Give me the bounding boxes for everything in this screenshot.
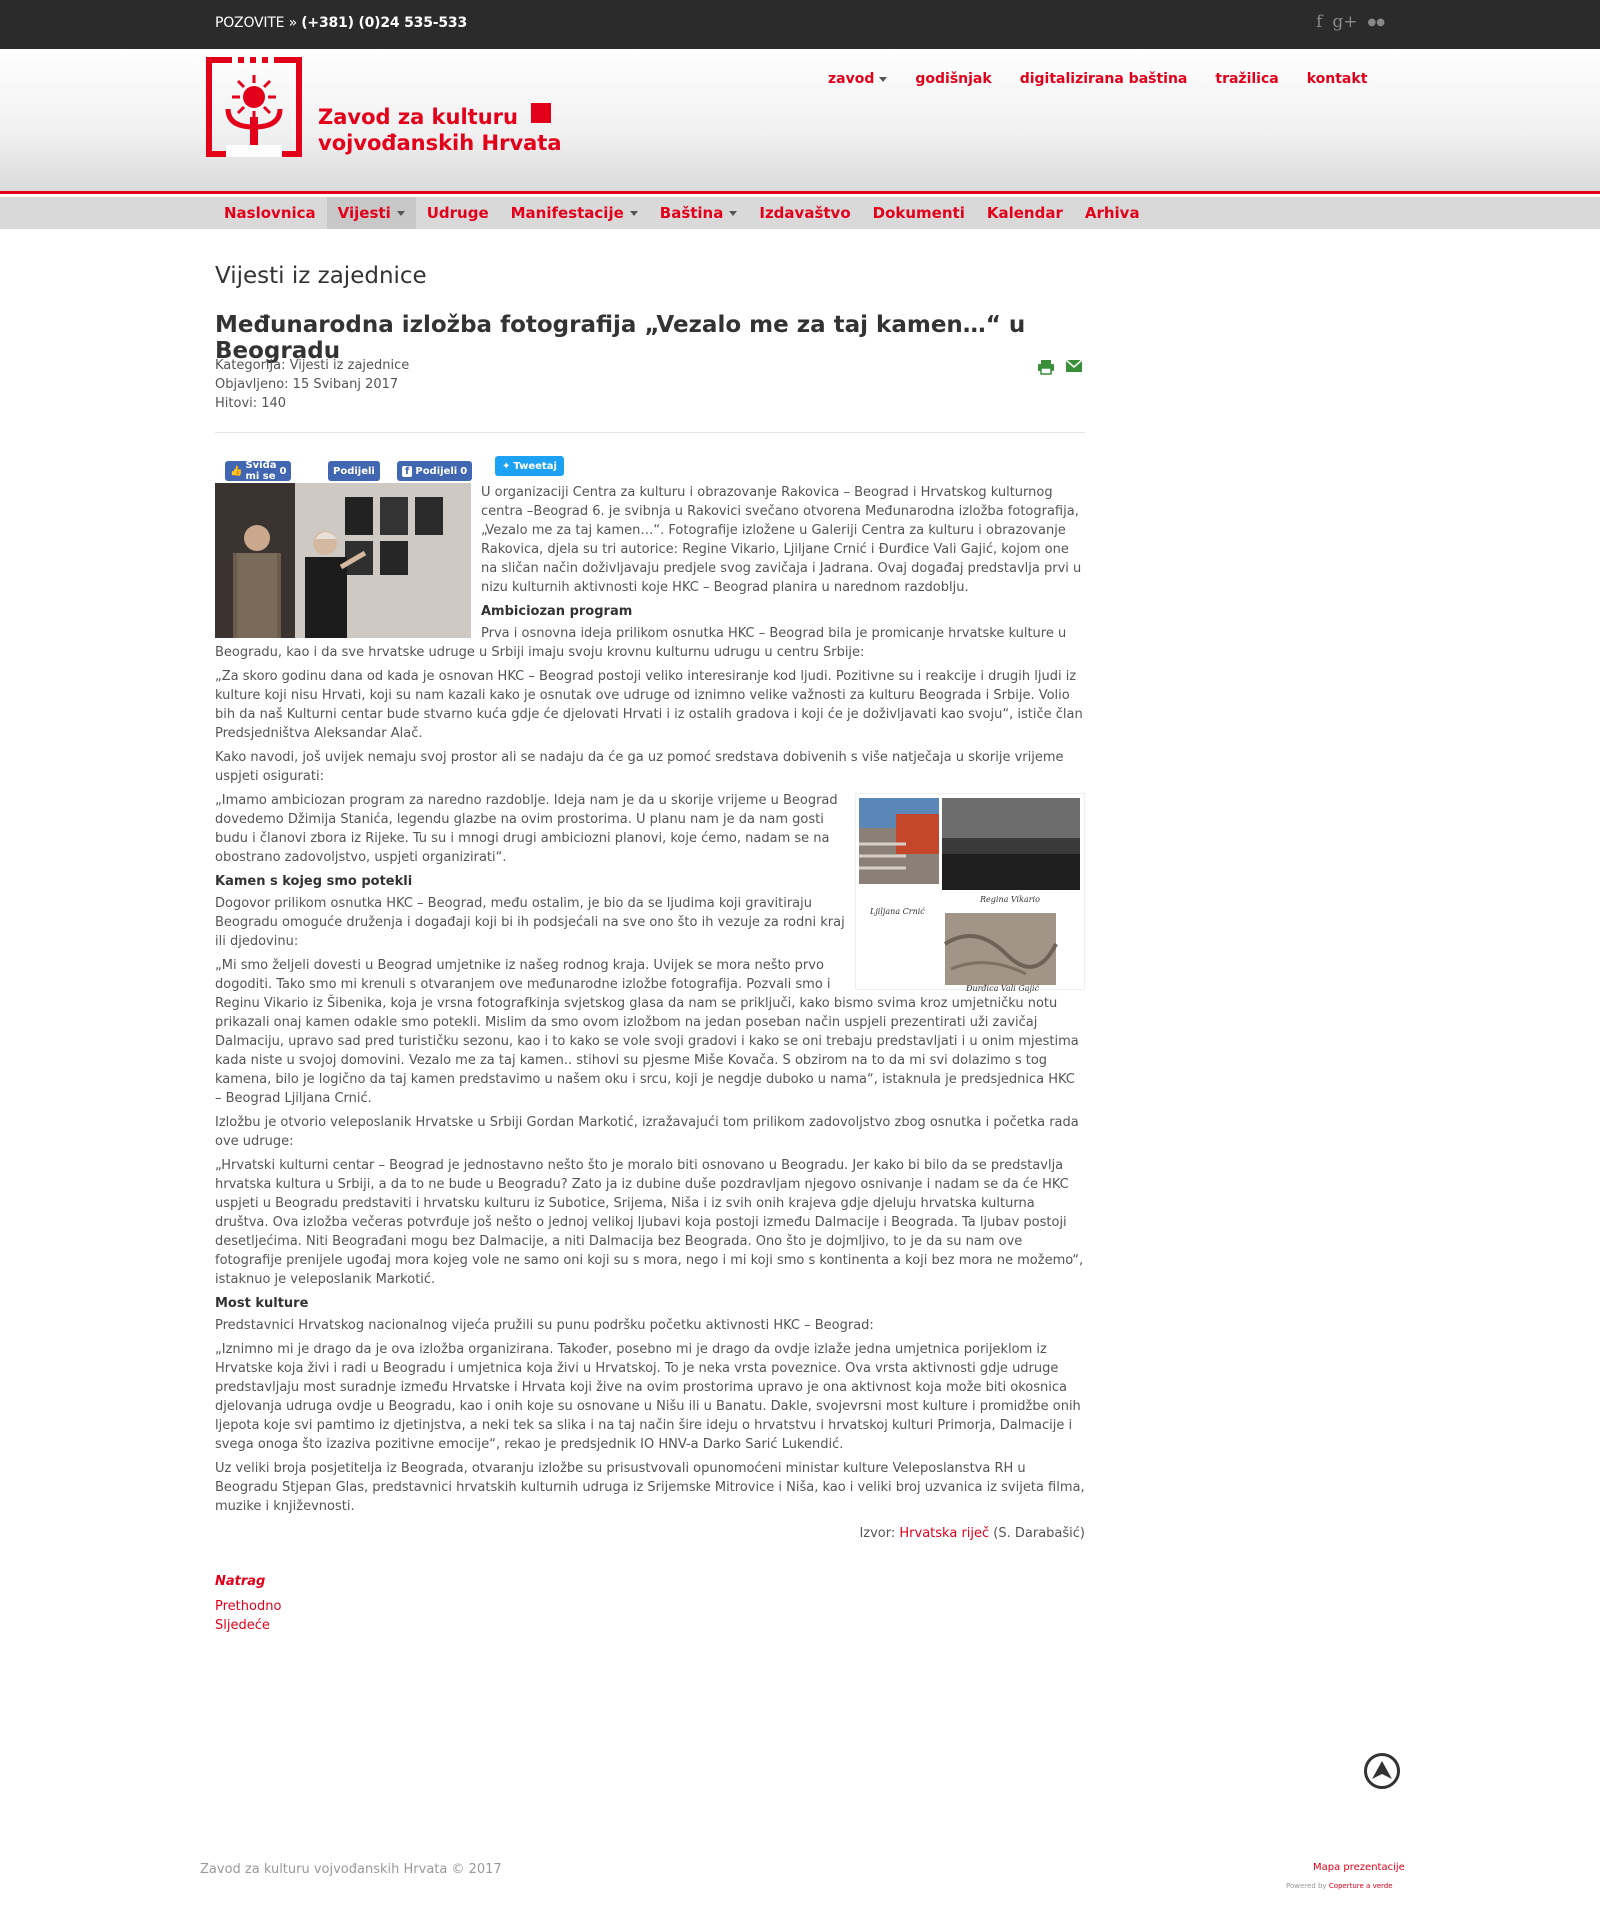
source-prefix: Izvor: (859, 1526, 896, 1541)
nav-dokumenti-label: Dokumenti (872, 204, 965, 222)
nav-udruge[interactable] (416, 197, 500, 229)
footer-copyright: Zavod za kulturu vojvođanskih Hrvata © 2017 (200, 1862, 502, 1877)
nav-naslovnica[interactable] (213, 197, 327, 229)
nav-manifestacije[interactable] (500, 197, 649, 229)
share2-label: Podijeli (415, 465, 458, 477)
subheading-ambiciozan: Ambiciozan program (481, 604, 633, 619)
caption-durdica: Đurđica Vali Gajić (966, 984, 1040, 993)
facebook-share-button[interactable] (328, 461, 380, 481)
topnav-trazilica-label: tražilica (1215, 71, 1279, 87)
chevron-down-icon (879, 77, 887, 82)
back-to-top-button[interactable] (1364, 1753, 1400, 1789)
topnav-trazilica[interactable] (1215, 71, 1278, 87)
print-icon[interactable] (1037, 359, 1055, 375)
section-title: Vijesti iz zajednice (215, 263, 427, 289)
nav-bastina-label: Baština (659, 204, 724, 222)
paragraph-4: Kako navodi, još uvijek nemaju svoj prostor ali se nadaju da će ga uz pomoć sredstava dobivenih s više natječaja u skorije vrijeme uspjeti osigurati: (215, 750, 1064, 784)
flickr-icon[interactable]: ●● (1367, 16, 1385, 28)
tweet-label: Tweetaj (513, 460, 557, 472)
article-category: Kategorija: Vijesti iz zajednice (215, 358, 410, 373)
site-header (0, 49, 1600, 194)
logo-square (531, 103, 551, 123)
article-tools (1037, 359, 1083, 375)
nav-kalendar[interactable] (976, 197, 1074, 229)
arrow-up-icon (1367, 1756, 1397, 1786)
social-links (1316, 12, 1385, 32)
exhibition-photo (215, 483, 471, 638)
nav-udruge-label: Udruge (426, 204, 489, 222)
facebook-icon: f (402, 466, 412, 477)
caption-ljiljana: Ljiljana Crnić (870, 907, 925, 916)
powered-prefix: Powered by (1286, 1882, 1327, 1890)
top-navigation (828, 71, 1367, 87)
article-hits: Hitovi: 140 (215, 396, 287, 411)
site-title-line2: vojvođanskih Hrvata (318, 131, 562, 155)
facebook-icon[interactable]: f (1316, 12, 1323, 32)
nav-bastina[interactable] (649, 197, 749, 229)
site-title-line1: Zavod za kulturu (318, 105, 518, 129)
phone-number: (+381) (0)24 535-533 (301, 15, 467, 31)
paragraph-8: Izložbu je otvorio veleposlanik Hrvatske u Srbiji Gordan Markotić, izražavajući tom prilikom zadovoljstvo zbog osnutka i početka rada ove udruge: (215, 1115, 1079, 1149)
paragraph-9: „Hrvatski kulturni centar – Beograd je jednostavno nešto što je moralo biti osnovano u Beogradu. Jer kako bi bilo da se predstavlja hrvatska kultura u Srbiji, a da to ne bude u Beogradu? Zato ja iz dubine duše pozdravljam njegovo osnivanje i nadam se da će HKC uspjeti u Beogradu predstaviti i hrvatsku kulturu iz Subotice, Srijema, Niša i iz svih onih krajeva gdje djeluju hrvatska kulturna društva. Ova izložba večeras potvrđuje još nešto o jednoj velikoj ljubavi koja postoji između Dalmacije i Beograda. Ta ljubav postoji desetljećima. Niti Beograđani mogu bez Dalmacije, a niti Dalmacija bez Beograda. Ono što je dojmljivo, to je da su nam ove fotografije prenijele ugođaj mora kojeg vole ne samo oni koji su s mora, nego i mi koji smo s kontinenta a koji bez mora ne možemo“, istaknuo je veleposlanik Markotić. (215, 1158, 1084, 1287)
topnav-zavod[interactable] (828, 71, 887, 87)
like-count: 0 (279, 465, 287, 477)
exhibition-collage (855, 793, 1085, 993)
powered-by-link[interactable]: Coperture a verde (1328, 1882, 1393, 1890)
paragraph-12: Uz veliki broja posjetitelja iz Beograda, otvaranju izložbe su prisustvovali opunomoćeni ministar kulture Veleposlanstva RH u Beogradu Stjepan Glas, predstavnici hrvatskih kulturnih udruga iz Srijemske Mitrovice i Niša, kao i veliki broj uzvanica iz svijeta filma, muzike i književnosti. (215, 1461, 1085, 1514)
sitemap-link[interactable]: Mapa prezentacije (1313, 1862, 1405, 1873)
chevron-down-icon (729, 211, 737, 216)
paragraph-intro: U organizaciji Centra za kulturu i obrazovanje Rakovica – Beograd i Hrvatskog kulturnog centra –Beograd 6. je svibnja u Rakovici svečano otvorena Međunarodna izložba fotografija, „Vezalo me za taj kamen…“. Fotografije izložene u Galeriji Centra za kulturu i obrazovanje Rakovica, djela su tri autorice: Regine Vikario, Ljiljane Crnić i Đurđice Vali Gajić, kojom one na sličan način doživljavaju predjele svog zavičaja i Jadrana. Ovaj događaj predstavlja prvi u nizu kulturnih aktivnosti koje HKC – Beograd planira u narednom razdoblju. (481, 485, 1082, 595)
nav-izdavastvo[interactable] (748, 197, 861, 229)
paragraph-3: „Za skoro godinu dana od kada je osnovan HKC – Beograd postoji veliko interesiranje kod ljudi. Pozitivne su i reakcije i drugih ljudi iz kulture koji nisu Hrvati, koji su nam kazali kako je osnutak ove udruge od iznimno velike važnosti za kulturu Beograda i Srbije. Volio bih da naš Kulturni centar bude stvarno kuća gdje će djelovati Hrvati i iz ostalih gradova i koji će je doživljavati kao svoju“, ističe član Predsjedništva Aleksandar Alač. (215, 669, 1083, 741)
tweet-button[interactable] (495, 456, 564, 476)
nav-arhiva-label: Arhiva (1084, 204, 1140, 222)
source-author: (S. Darabašić) (993, 1526, 1085, 1541)
article-body (215, 483, 1085, 1543)
phone-prefix: POZOVITE » (215, 15, 297, 31)
site-title[interactable] (318, 104, 562, 156)
article-published: Objavljeno: 15 Svibanj 2017 (215, 377, 399, 392)
nav-dokumenti[interactable] (862, 197, 976, 229)
thumbs-up-icon: 👍 (230, 465, 243, 477)
powered-by (1286, 1882, 1393, 1890)
email-icon[interactable] (1065, 359, 1083, 373)
twitter-icon: ✦ (502, 460, 511, 472)
nav-izdavastvo-label: Izdavaštvo (759, 204, 851, 222)
topnav-zavod-label: zavod (828, 71, 875, 87)
nav-vijesti-label: Vijesti (337, 204, 391, 222)
nav-naslovnica-label: Naslovnica (224, 204, 316, 222)
logo-icon[interactable] (206, 57, 302, 157)
topnav-kontakt-label: kontakt (1306, 71, 1368, 87)
chevron-down-icon (630, 211, 638, 216)
google-plus-icon[interactable]: g+ (1332, 12, 1358, 32)
facebook-like-button[interactable] (225, 461, 291, 481)
topnav-digitalizirana-label: digitalizirana baština (1019, 71, 1188, 87)
topnav-godisnjak[interactable] (915, 71, 991, 87)
nav-manifestacije-label: Manifestacije (510, 204, 624, 222)
chevron-down-icon (397, 211, 405, 216)
article-title: Međunarodna izložba fotografija „Vezalo me za taj kamen…“ u Beogradu (215, 312, 1026, 364)
topnav-godisnjak-label: godišnjak (915, 71, 992, 87)
paragraph-6: Dogovor prilikom osnutka HKC – Beograd, među ostalim, je bio da se ljudima koji gravitiraju Beogradu omoguće druženja i događaji koji bi ih podsjećali na sve ono što ih vezuje za rodni kraj ili djedovinu: (215, 896, 845, 949)
nav-kalendar-label: Kalendar (986, 204, 1063, 222)
main-navigation (0, 197, 1600, 229)
paragraph-11: „Iznimno mi je drago da je ova izložba organizirana. Također, posebno mi je drago da ovdje izlaže jedna umjetnica porijeklom iz Hrvatske koja živi i radi u Beogradu i umjetnica koja živi u Hrvatskoj. To je neka vrsta poveznice. Ova vrsta aktivnosti gdje udruge predstavljaju most suradnje između Hrvatske i Hrvata koji žive na ovim prostorima upravo je ona aktivnost koja može biti okosnica djelovanja udruga ovdje u Beogradu, kao i onih koje su osnovane u Nišu ili u Banatu. Dakle, svojevrsni most kulture i promidžbe onih ljepota koje svi pamtimo iz djetinjstva, a neki tek sa slika i na taj način šire ideju o hrvatstvu i hrvatskoj kulturi Primorja, Dalmacije i svega onoga što izaziva pozitivne emocije“, rekao je predsjednik IO HNV-a Darko Sarić Lukendić. (215, 1342, 1081, 1452)
back-link[interactable]: Natrag (215, 1574, 266, 1589)
next-link[interactable]: Sljedeće (215, 1618, 270, 1633)
subheading-most: Most kulture (215, 1296, 309, 1311)
nav-arhiva[interactable] (1074, 197, 1151, 229)
subheading-kamen: Kamen s kojeg smo potekli (215, 874, 413, 889)
top-bar (0, 0, 1600, 49)
paragraph-10: Predstavnici Hrvatskog nacionalnog vijeća pružili su punu podršku početku aktivnosti HKC – Beograd: (215, 1318, 874, 1333)
topnav-digitalizirana-bastina[interactable] (1020, 71, 1188, 87)
article-meta (215, 356, 409, 413)
source-link[interactable]: Hrvatska riječ (899, 1526, 990, 1541)
paragraph-5: „Imamo ambiciozan program za naredno razdoblje. Ideja nam je da u skorije vrijeme u Beograd dovedemo Džimija Stanića, legendu glazbe na ovim prostorima. U planu nam je da nam gosti budu i članovi zbora iz Rijeke. Tu su i mnogi drugi ambiciozni planovi, koje ćemo, nadam se na obostrano zadovoljstvo, uspjeti organizirati“. (215, 793, 838, 865)
topnav-kontakt[interactable] (1307, 71, 1368, 87)
previous-link[interactable]: Prethodno (215, 1599, 282, 1614)
share-label: Podijeli (333, 465, 375, 477)
share2-count: 0 (460, 465, 468, 477)
phone-info (215, 15, 467, 31)
facebook-share-count-button[interactable] (397, 461, 472, 481)
divider (215, 432, 1085, 433)
paragraph-7: „Mi smo željeli dovesti u Beograd umjetnike iz našeg rodnog kraja. Uvijek se mora nešto prvo dogoditi. Tako smo mi krenuli s otvaranjem ove međunarodne izložbe fotografija. Pozvali smo i Reginu Vikario iz Šibenika, koja je vrsna fotografkinja svjetskog glasa da nam se priključi, kako bismo svima kroz umjetničku notu prikazali onaj kamen odakle smo potekli. Mislim da smo ovom izložbom na jedan poseban način uspjeli prezentirati uži zavičaj Dalmaciju, upravo sad pred turističku sezonu, kao i to kako se vole svoji gradovi i kako se oni trebaju predstavljati i u onim mjestima kada niste u svojoj domovini. Vezalo me za taj kamen.. stihovi su pjesme Miše Kovača. S obzirom na to da mi svi dolazimo s tog kamena, bilo je logično da taj kamen predstavimo u našem oku i srcu, koji je negdje duboko u nama“, istaknula je predsjednica HKC – Beograd Ljiljana Crnić. (215, 958, 1079, 1106)
paragraph-2: Prva i osnovna ideja prilikom osnutka HKC – Beograd bila je promicanje hrvatske kulture u Beogradu, kao i da sve hrvatske udruge u Srbiji imaju svoju krovnu kulturnu udrugu u centru Srbije: (215, 626, 1067, 660)
caption-regina: Regina Vikario (980, 895, 1040, 904)
like-label: Sviđa mi se (245, 460, 277, 482)
nav-vijesti[interactable] (327, 197, 416, 229)
article-source (215, 1524, 1085, 1543)
